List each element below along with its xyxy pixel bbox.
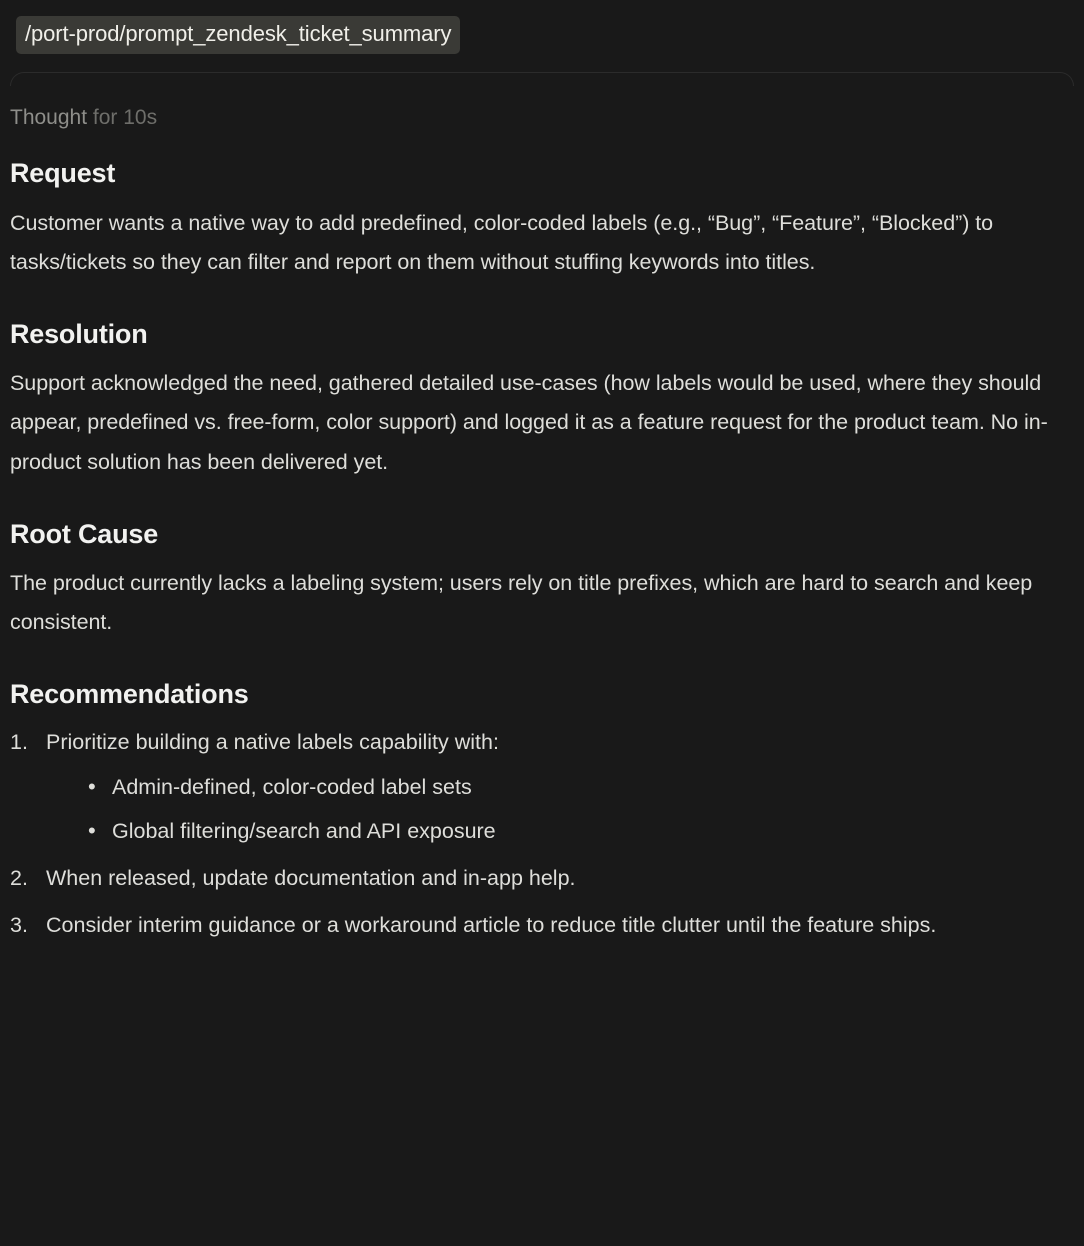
section-heading-request: Request — [10, 158, 116, 189]
section-root-cause — [10, 518, 1074, 643]
list-item — [10, 861, 1074, 896]
prompt-reference-chip[interactable]: /port-prod/prompt_zendesk_ticket_summary — [16, 16, 460, 54]
section-heading-resolution: Resolution — [10, 318, 148, 349]
list-item — [10, 725, 1074, 849]
list-item-text: Prioritize building a native labels capability with: — [46, 729, 499, 754]
list-item — [88, 770, 1074, 805]
prompt-reference-bar — [0, 0, 1084, 72]
section-request — [10, 157, 1074, 282]
thought-duration: for 10s — [92, 106, 158, 129]
list-item-text: Consider interim guidance or a workaround article to reduce title clutter until the feature ships. — [46, 913, 937, 938]
thought-label: Thought — [10, 106, 88, 129]
section-resolution — [10, 318, 1074, 482]
section-body-root-cause: The product currently lacks a labeling system; users rely on title prefixes, which are hard to search and keep consistent. — [10, 571, 1033, 635]
section-heading-root-cause: Root Cause — [10, 518, 159, 549]
list-item-text: Global filtering/search and API exposure — [112, 819, 496, 844]
section-body-resolution: Support acknowledged the need, gathered detailed use-cases (how labels would be used, where they should appear, predefined vs. free-form, color support) and logged it as a feature request for the product team. No in-product solution has been delivered yet. — [10, 371, 1048, 474]
thought-status[interactable] — [0, 86, 1084, 131]
response-content — [0, 131, 1084, 967]
list-item — [10, 908, 1074, 943]
list-item-text: Admin-defined, color-coded label sets — [112, 774, 472, 799]
list-item — [88, 814, 1074, 849]
recommendations-list — [10, 725, 1074, 943]
response-block-divider — [10, 72, 1074, 86]
list-item-text: When released, update documentation and in-app help. — [46, 866, 576, 891]
section-heading-recommendations: Recommendations — [10, 679, 249, 710]
section-recommendations — [10, 678, 1074, 943]
recommendations-sublist — [46, 770, 1074, 850]
section-body-request: Customer wants a native way to add predefined, color-coded labels (e.g., “Bug”, “Feature”, “Blocked”) to tasks/tickets so they can filter and report on them without stuffing keywords into titles. — [10, 210, 994, 274]
